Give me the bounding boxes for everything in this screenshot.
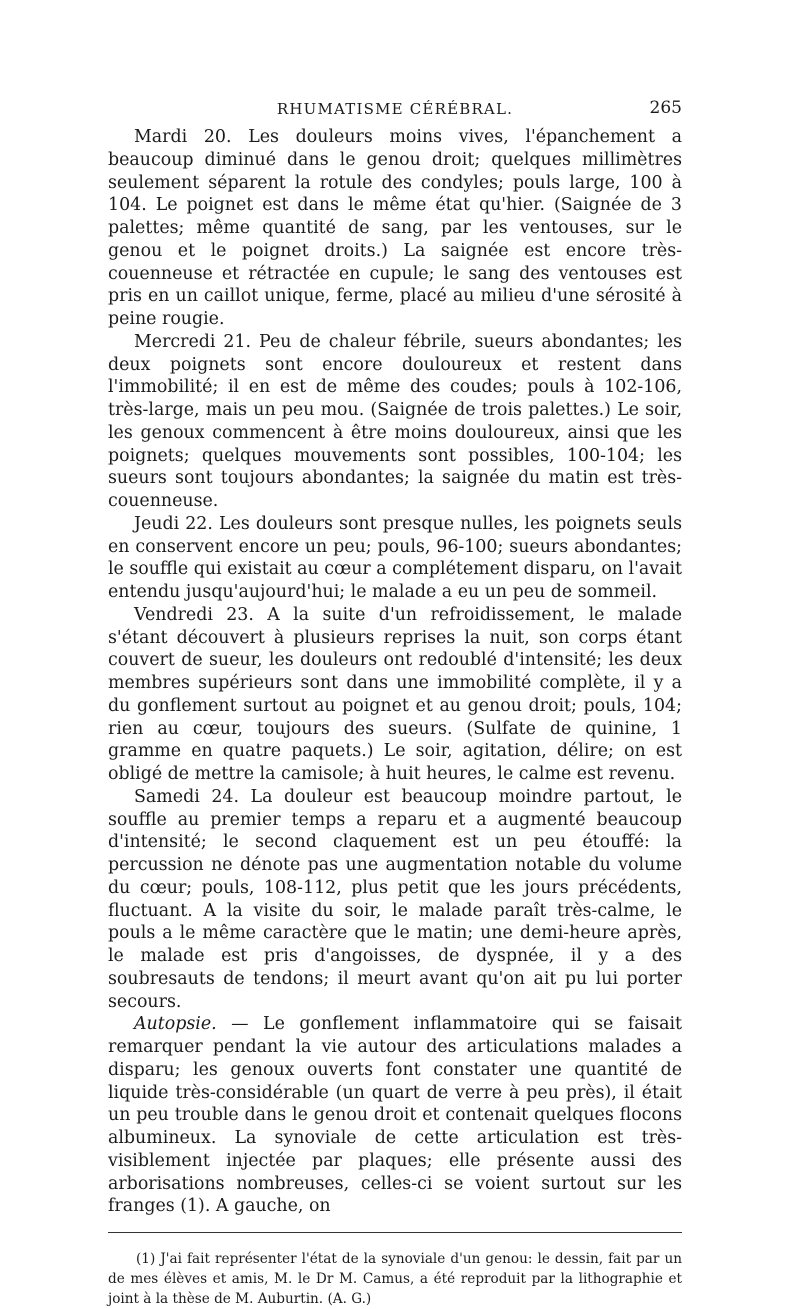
paragraph-text: Jeudi 22. Les douleurs sont presque nulles, les poignets seuls en conservent encore un peu; pouls, 96-100; sueurs abondantes; le souffle qui existait au cœur a complétement disparu, on l'avait entendu jusqu'aujourd'hui; le malade a eu un peu de sommeil. — [108, 513, 682, 602]
paragraph-text: Samedi 24. La douleur est beaucoup moindre partout, le souffle au premier temps a reparu et a augmenté beaucoup d'intensité; le second claquement est un peu étouffé: la percussion ne dénote pas une augmentation notable du volume du cœur; pouls, 108-112, plus petit que les jours précédents, fluctuant. A la visite du soir, le malade paraît très-calme, le pouls a le même caractère que le matin; une demi-heure après, le malade est pris d'angoisses, de dyspnée, il y a des soubresauts de tendons; il meurt avant qu'on ait pu lui porter secours. — [108, 786, 682, 1012]
paragraph-autopsie — [108, 1013, 682, 1218]
page-number: 265 — [649, 98, 682, 118]
book-page — [108, 96, 682, 1309]
paragraph-jeudi — [108, 513, 682, 604]
paragraph-text: Mardi 20. Les douleurs moins vives, l'épanchement a beaucoup diminué dans le genou droit; quelques millimètres seulement séparent la rotule des condyles; pouls large, 100 à 104. Le poignet est dans le même état qu'hier. (Saignée de 3 palettes; même quantité de sang, par les ventouses, sur le genou et le poignet droits.) La saignée est encore très-couenneuse et rétractée en cupule; le sang des ventouses est pris en un caillot unique, ferme, placé au milieu d'une sérosité à peine rougie. — [108, 127, 682, 329]
paragraph-mercredi — [108, 331, 682, 513]
footnote — [108, 1249, 682, 1309]
running-title: RHUMATISME CÉRÉBRAL. — [276, 100, 514, 118]
footnote-rule — [108, 1232, 682, 1233]
body-text — [108, 126, 682, 1218]
autopsie-heading: Autopsie. — [134, 1014, 217, 1035]
paragraph-text: — Le gonflement inflammatoire qui se faisait remarquer pendant la vie autour des articulations malades a disparu; les genoux ouverts font constater une quantité de liquide très-considérable (un quart de verre à peu près), il était un peu trouble dans le genou droit et contenait quelques flocons albumineux. La synoviale de cette articulation est très-visiblement injectée par plaques; elle présente aussi des arborisations nombreuses, celles-ci se voient surtout sur les franges (1). A gauche, on — [108, 1014, 682, 1217]
paragraph-text: Mercredi 21. Peu de chaleur fébrile, sueurs abondantes; les deux poignets sont encore douloureux et restent dans l'immobilité; il en est de même des coudes; pouls à 102-106, très-large, mais un peu mou. (Saignée de trois palettes.) Le soir, les genoux commencent à être moins douloureux, ainsi que les poignets; quelques mouvements sont possibles, 100-104; les sueurs sont toujours abondantes; la saignée du matin est très-couenneuse. — [108, 331, 682, 511]
paragraph-samedi — [108, 786, 682, 1014]
footnote-text: (1) J'ai fait représenter l'état de la synoviale d'un genou: le dessin, fait par un de mes élèves et amis, M. le Dr M. Camus, a été reproduit par la lithographie et joint à la thèse de M. Auburtin. (A. G.) — [108, 1251, 682, 1307]
running-header — [108, 96, 682, 126]
paragraph-text: Vendredi 23. A la suite d'un refroidissement, le malade s'étant découvert à plusieurs reprises la nuit, son corps étant couvert de sueur, les douleurs ont redoublé d'intensité; les deux membres supérieurs sont dans une immobilité complète, il y a du gonflement surtout au poignet et au genou droit; pouls, 104; rien au cœur, toujours des sueurs. (Sulfate de quinine, 1 gramme en quatre paquets.) Le soir, agitation, délire; on est obligé de mettre la camisole; à huit heures, le calme est revenu. — [108, 604, 682, 784]
paragraph-vendredi — [108, 604, 682, 786]
paragraph-mardi — [108, 126, 682, 331]
